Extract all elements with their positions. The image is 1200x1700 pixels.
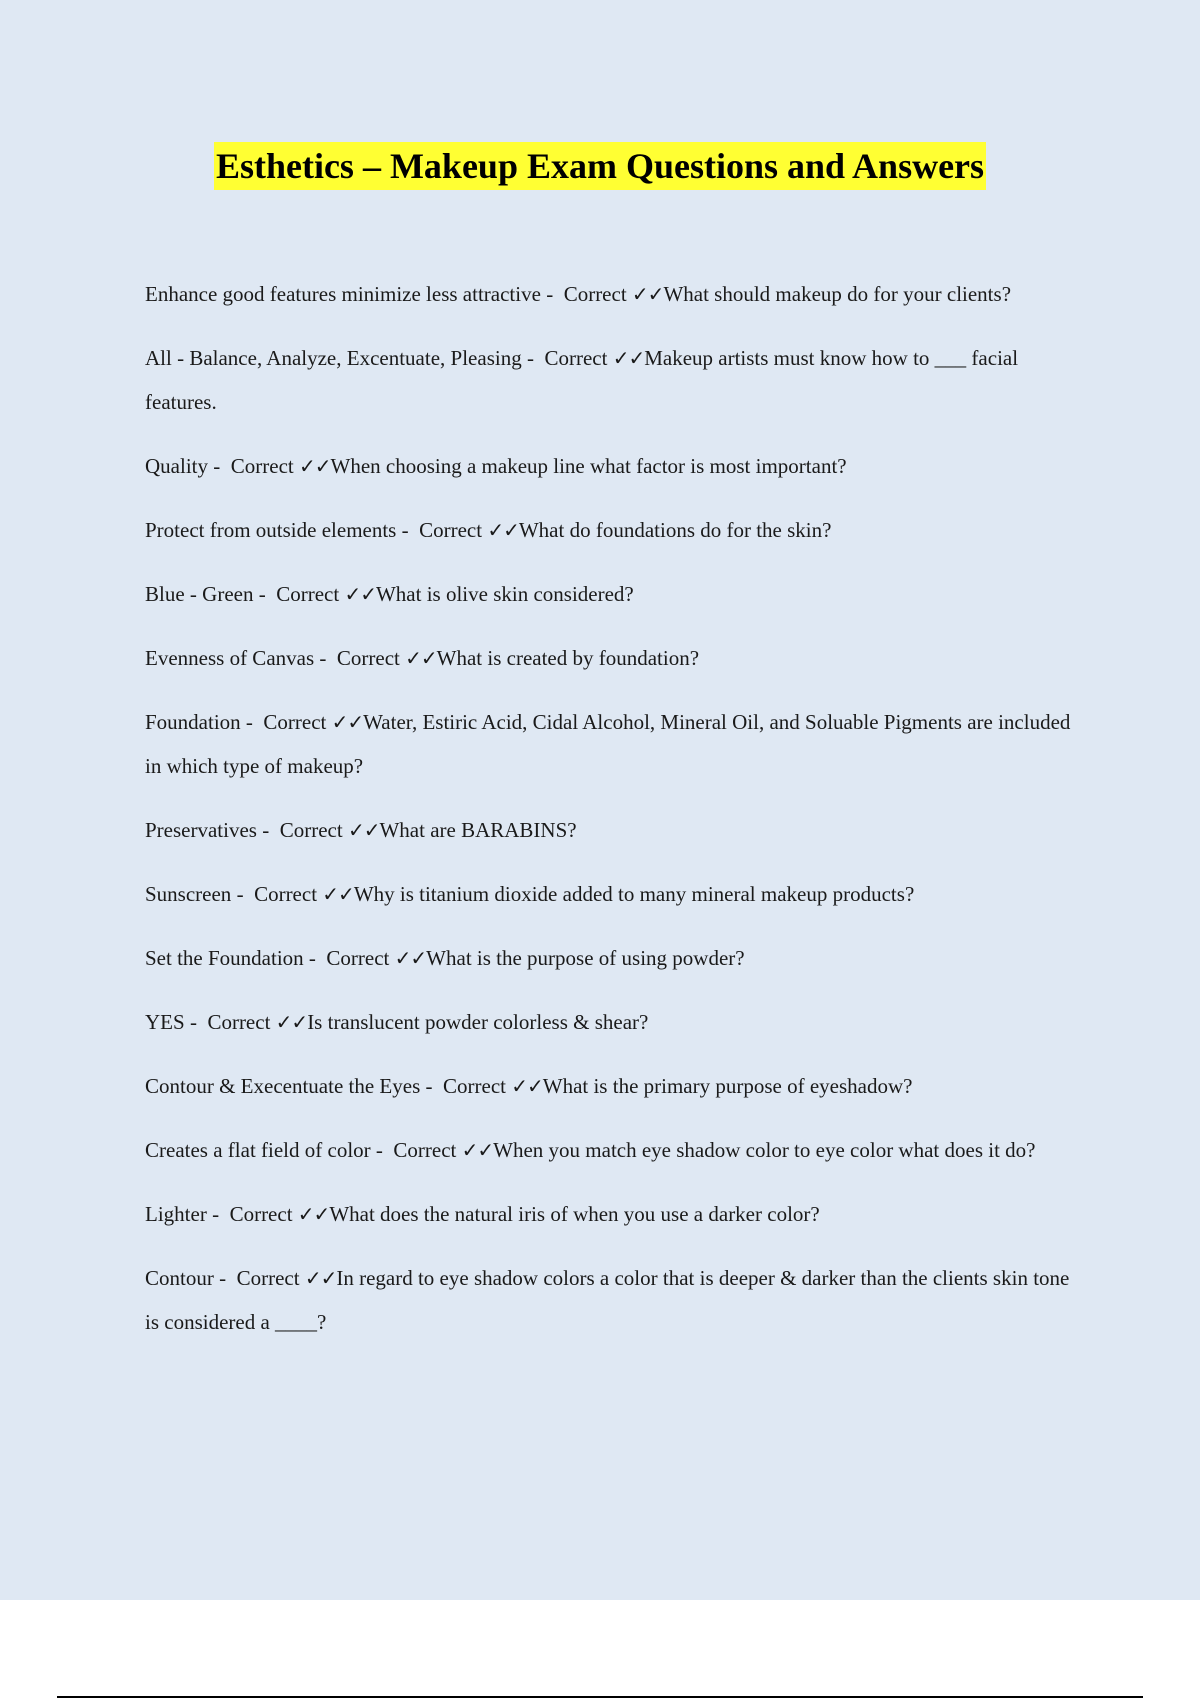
question-text: What is created by foundation? [436,646,700,670]
double-check-icon: ✓✓ [511,1074,543,1098]
question-text: What are BARABINS? [379,818,577,842]
qa-item [145,508,1075,552]
qa-item [145,1192,1075,1236]
status-label: Correct [336,646,400,670]
status-label: Correct [419,518,483,542]
answer-text: Sunscreen [145,882,232,906]
status-label: Correct [229,1202,293,1226]
separator: - [396,518,420,542]
qa-item [145,336,1075,424]
status-label: Correct [236,1266,300,1290]
answer-text: Preservatives [145,818,257,842]
double-check-icon: ✓✓ [275,1010,308,1034]
answer-text: Set the Foundation [145,946,304,970]
answer-text: Foundation [145,710,241,734]
qa-item [145,1064,1075,1108]
footer-divider [57,1696,1143,1698]
question-text: What do foundations do for the skin? [518,518,832,542]
question-text: Why is titanium dioxide added to many mineral makeup products? [353,882,915,906]
question-text: What should makeup do for your clients? [663,282,1012,306]
status-label: Correct [563,282,627,306]
double-check-icon: ✓✓ [304,1266,337,1290]
question-text: What does the natural iris of when you use a darker color? [329,1202,820,1226]
answer-text: Evenness of Canvas [145,646,315,670]
double-check-icon: ✓✓ [298,454,331,478]
status-label: Correct [276,582,340,606]
answer-text: Blue - Green [145,582,254,606]
separator: - [256,818,280,842]
status-label: Correct [279,818,343,842]
question-text: What is olive skin considered? [375,582,634,606]
qa-item [145,936,1075,980]
question-text: Makeup artists must know how to ___ facial features. [145,346,1019,414]
double-check-icon: ✓✓ [331,710,364,734]
separator: - [420,1074,443,1098]
separator: - [314,646,337,670]
qa-item [145,636,1075,680]
answer-text: Enhance good features minimize less attractive [145,282,541,306]
double-check-icon: ✓✓ [487,518,519,542]
title-container [0,142,1200,190]
qa-item [145,1256,1075,1344]
status-label: Correct [326,946,390,970]
status-label: Correct [544,346,608,370]
qa-item [145,808,1075,852]
qa-item [145,700,1075,788]
question-text: What is the primary purpose of eyeshadow? [542,1074,913,1098]
double-check-icon: ✓✓ [297,1202,330,1226]
status-label: Correct [230,454,294,478]
question-text: Water, Estiric Acid, Cidal Alcohol, Mineral Oil, and Soluable Pigments are included in which type of makeup? [145,710,1071,778]
separator: - [206,1202,230,1226]
question-text: When you match eye shadow color to eye color what does it do? [493,1138,1036,1162]
double-check-icon: ✓✓ [461,1138,494,1162]
double-check-icon: ✓✓ [631,282,664,306]
qa-item [145,444,1075,488]
answer-text: Lighter [145,1202,207,1226]
double-check-icon: ✓✓ [394,946,427,970]
document-title: Esthetics – Makeup Exam Questions and Answers [214,142,986,190]
question-text: When choosing a makeup line what factor is most important? [330,454,847,478]
qa-item [145,272,1075,316]
separator: - [253,582,277,606]
separator: - [213,1266,237,1290]
separator: - [540,282,564,306]
answer-text: Contour [145,1266,214,1290]
qa-item [145,1128,1075,1172]
separator: - [184,1010,208,1034]
question-text: In regard to eye shadow colors a color that is deeper & darker than the clients skin tone is considered a ____? [145,1266,1070,1334]
answer-text: Contour & Execentuate the Eyes [145,1074,421,1098]
qa-item [145,1000,1075,1044]
qa-item [145,572,1075,616]
double-check-icon: ✓✓ [322,882,354,906]
double-check-icon: ✓✓ [347,818,380,842]
separator: - [370,1138,394,1162]
answer-text: YES [145,1010,185,1034]
answer-text: All - Balance, Analyze, Excentuate, Pleasing [145,346,522,370]
question-text: What is the purpose of using powder? [426,946,745,970]
status-label: Correct [443,1074,506,1098]
double-check-icon: ✓✓ [612,346,645,370]
qa-item [145,872,1075,916]
separator: - [231,882,255,906]
status-label: Correct [207,1010,271,1034]
separator: - [521,346,545,370]
separator: - [208,454,231,478]
separator: - [303,946,327,970]
separator: - [240,710,264,734]
answer-text: Protect from outside elements [145,518,397,542]
status-label: Correct [263,710,327,734]
status-label: Correct [254,882,318,906]
double-check-icon: ✓✓ [344,582,376,606]
answer-text: Creates a flat field of color [145,1138,371,1162]
double-check-icon: ✓✓ [405,646,437,670]
status-label: Correct [393,1138,457,1162]
question-text: Is translucent powder colorless & shear? [307,1010,649,1034]
qa-list [145,272,1075,1344]
answer-text: Quality [145,454,208,478]
